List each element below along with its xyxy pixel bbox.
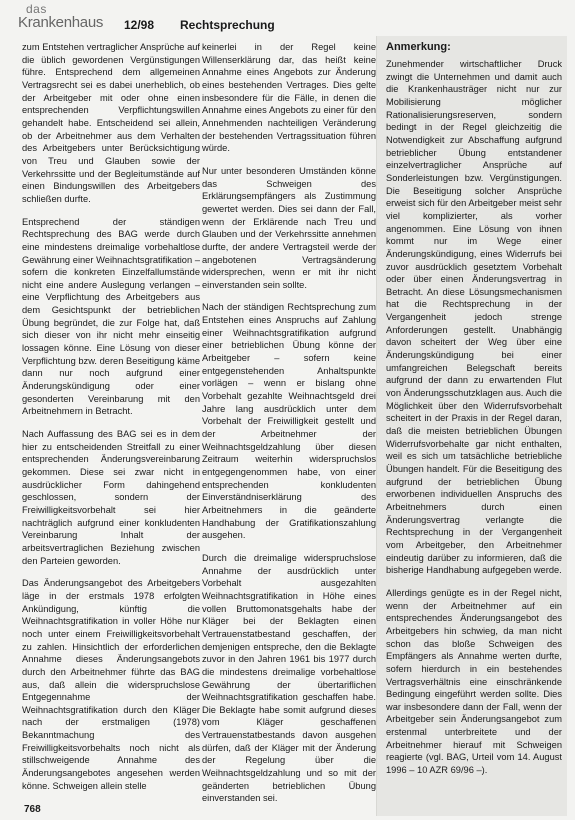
annotation-title: Anmerkung: [386, 41, 451, 53]
annotation-paragraph: Zunehmender wirtschaftlicher Druck zwingt die Unternehmen und damit auch die Krankenhausträger nicht nur zur Mobilisierung möglicher Rationalisierungsreserven, sondern bedingt in der Regel gleichzeitig die Notwendigkeit zur Abschaffung aufgrund betrieblicher Übung entstandener einzelvertraglicher Ansprüche auf Sonderleistungen bzw. Vergünstigungen. Die Beseitigung solcher Ansprüche erweist sich für den Arbeitgeber meist sehr viel komplizierter, als vorher angenommen. Eine Lösung von ihnen kommt nur im Wege einer Änderungskündigung, eines Widerrufs bei zuvor ausdrücklich gesetztem Vorbehalt oder über einen Änderungsvertrag in Betracht. An diese Lösungsmechanismen hat die Rechtsprechung in der Vergangenheit jedoch strenge Anforderungen gestellt. Unabhängig davon scheitert der Weg über eine Änderungskündigung bei einer umfangreichen Belegschaft bereits aufgrund der dann zu erwartenden Flut von Änderungsschutzklagen aus. Auch die Möglichkeit über den Widerrufsvorbehalt scheitert in der Praxis in der Regel daran, daß die meisten betrieblichen Übungen Widerrufsvorbehalte gar nicht enthalten, weil es sich um tatsächliche betriebliche Übungen handelt. Für die Beseitigung des aufgrund der betrieblichen Übung erworbenen individuellen Anspruchs des Arbeitnehmers durch einen Änderungsvertrag verlangte die Rechtsprechung in der Vergangenheit vom Arbeitgeber, den Arbeitnehmer eindeutig darüber zu informieren, daß die bisherige Handhabung aufgegeben werde. [386, 59, 562, 576]
paragraph: Nur unter besonderen Umständen könne das Schweigen des Erklärungsempfängers als Zustimmung gewertet werden. Dies sei dann der Fall, wenn der Erklärende nach Treu und Glauben und der Verkehrssitte annehmen durfte, der andere Vertragsteil werde der angebotenen Vertragsänderung widersprechen, wenn er mit ihr nicht einverstanden sein sollte. [202, 165, 376, 290]
paragraph: zum Entstehen vertraglicher Ansprüche auf die üblich gewordenen Vergünstigungen führe. Entsprechend dem allgemeinen Vertragsrecht sei es dabei unerheblich, ob der Arbeitgeber mit oder ohne einen entsprechenden Verpflichtungswillen gehandelt habe. Entscheidend sei allein, ob der Arbeitnehmer aus dem Verhalten des Arbeitgebers unter Berücksichtigung von Treu und Glauben sowie der Verkehrssitte und der Begleitumstände auf einen Bindungswillen des Arbeitgebers schließen durfte. [22, 42, 200, 204]
logo-das-text: das [26, 2, 47, 16]
paragraph: Nach Auffassung des BAG sei es in dem hier zu entscheidenden Streitfall zu einer entsprechenden Änderungsvereinbarung gekommen. Diese sei zwar nicht in ausdrücklicher Form dahingehend geschlossen, sondern der Freiwilligkeitsvorbehalt sei hier nachträglich aufgrund einer konkludenten Vereinbarung Inhalt der arbeitsvertraglichen Beziehung zwischen den Parteien geworden. [22, 429, 200, 566]
page-header [12, 2, 572, 38]
text-column-middle [202, 41, 376, 811]
text-column-left [22, 41, 200, 811]
paragraph: Entsprechend der ständigen Rechtsprechung des BAG werde durch eine mindestens dreimalige vorbehaltlose Gewährung einer Weihnachtsgratifikation – sofern die konkreten Einzelfallumstände nicht eine andere Auslegung verlangen – eine Verpflichtung des Arbeitgebers aus dem Gesichtspunkt der betrieblichen Übung begründet, die zur Folge hat, daß sich dieser von ihr nicht mehr einseitig lossagen könne. Eine Lösung von dieser Verpflichtung bzw. deren Beseitigung käme dann nur noch aufgrund einer Änderungskündigung oder einer gesonderten Vereinbarung mit den Arbeitnehmern in Betracht. [22, 216, 200, 417]
annotation-box [376, 36, 567, 816]
paragraph: Das Änderungsangebot des Arbeitgebers läge in der erstmals 1978 erfolgten Ankündigung, künftig die Weihnachtsgratifikation in voller Höhe nur noch unter einem Freiwilligkeitsvorbehalt zu zahlen. Hinsichtlich der erforderlichen Annahme dieses Änderungsangebots durch den Arbeitnehmer führte das BAG aus, daß allein die widerspruchslose Entgegennahme der Weihnachtsgratifikation durch den Kläger nach der erstmaligen (1978) Bekanntmachung des Freiwilligkeitsvorbehalts noch nicht als stillschweigende Annahme des Änderungsangebotes angesehen werden könne. Schweigen allein stelle [22, 578, 200, 791]
page-number: 768 [24, 804, 41, 815]
paragraph: keinerlei in der Regel keine Willenserklärung dar, das heißt keine Annahme eines Angebots zur Änderung eines bestehenden Vertrages. Dies gelte insbesondere für die Fälle, in denen die Annahme eines Angebots zu einer für den Annehmenden nachteiligen Veränderung der bestehenden Vertragssituation führen würde. [202, 42, 376, 154]
paragraph: Nach der ständigen Rechtsprechung zum Entstehen eines Anspruchs auf Zahlung einer Weihnachtsgratifikation aufgrund einer betrieblichen Übung könne der Arbeitgeber – sofern keine entgegenstehenden Anhaltspunkte vorlägen – wenn er bislang ohne Vorbehalt gezahlte Weihnachtsgeld drei Jahre lang ausdrücklich unter dem Vorbehalt der Freiwilligkeit gestellt und der Arbeitnehmer der Weihnachtsgeldzahlung über diesen Zeitraum weiterhin widerspruchslos entgegengenommen habe, von einer entsprechenden konkludenten Einverständniserklärung des Arbeitnehmers in die geänderte Handhabung der Gratifikationszahlung ausgehen. [202, 302, 376, 541]
paragraph: Durch die dreimalige widerspruchslose Annahme der ausdrücklich unter Vorbehalt ausgezahlten Weihnachtsgratifikation in Höhe eines vollen Bruttomonatsgehalts habe der Kläger bei der Beklagten einen Vertrauenstatbestand geschaffen, der demjenigen entspreche, den die Beklagte zuvor in den Jahren 1961 bis 1977 durch die mindestens dreimalige vorbehaltlose Gewährung der übertariflichen Weihnachtsgratifikation geschaffen habe. Die Beklagte habe somit aufgrund dieses vom Kläger geschaffenen Vertrauenstatbestands davon ausgehen dürfen, daß der Kläger mit der Änderung der Regelung über die Weihnachtsgeldzahlung und so mit der geänderten betrieblichen Übung einverstanden sei. [202, 552, 376, 804]
logo-krankenhaus: Krankenhaus [18, 14, 104, 31]
issue-number: 12/98 [124, 18, 155, 32]
annotation-paragraph: Allerdings genügte es in der Regel nicht, wenn der Arbeitnehmer auf ein entsprechendes Änderungsangebot des Arbeitgebers hin schwieg, da man nicht schon das bloße Schweigen des Empfängers als Annahme werten durfte, sofern hierdurch in ein bestehendes Vertragsverhältnis eine einschränkende Bedingung eingeführt werden sollte. Dies war insbesondere dann der Fall, wenn der Arbeitgeber sein Änderungsangebot zum erstenmal unterbreitete und der Arbeitnehmer hierauf mit Schweigen reagierte (vgl. BAG, Urteil vom 14. August 1996 – 10 AZR 69/96 –). [386, 587, 562, 776]
section-title: Rechtsprechung [180, 18, 275, 32]
